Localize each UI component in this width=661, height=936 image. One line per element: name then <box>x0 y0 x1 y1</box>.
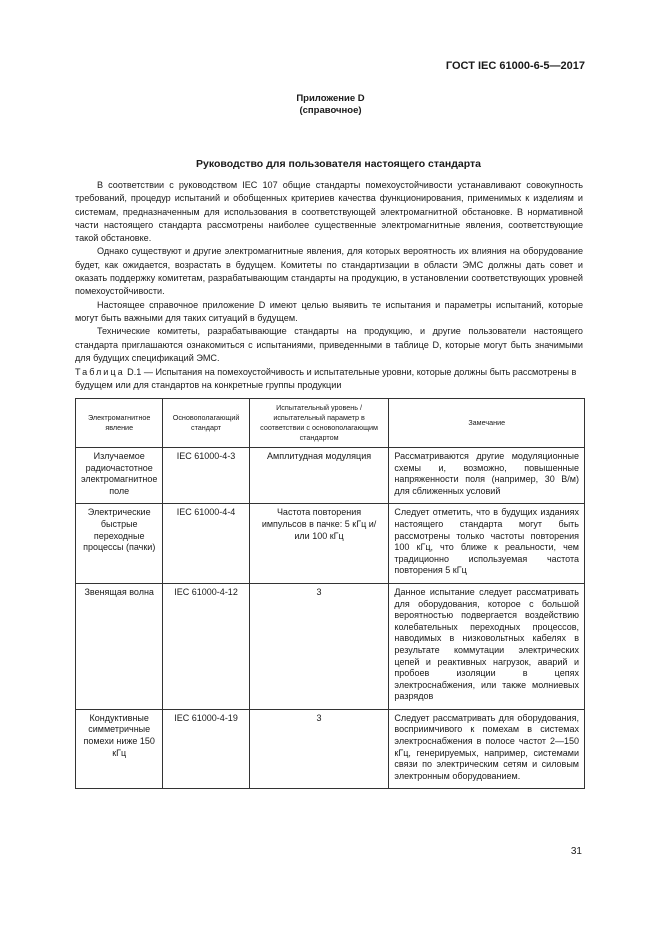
phenomenon-cell: Звенящая волна <box>76 583 163 709</box>
appendix-title: Приложение D <box>296 93 365 104</box>
tests-table <box>75 398 585 789</box>
level-cell: Амплитудная модуляция <box>249 448 389 504</box>
page-number: 31 <box>570 846 582 857</box>
table-row <box>76 448 585 504</box>
column-header: Испытательный уровень / испытательный параметр в соответствии с основополагающим стандартом <box>249 399 389 448</box>
standard-cell: IEC 61000-4-3 <box>163 448 249 504</box>
body-text <box>75 179 583 365</box>
table-row <box>76 583 585 709</box>
table-row <box>76 709 585 789</box>
section-title: Руководство для пользователя настоящего стандарта <box>196 158 481 170</box>
standard-cell: IEC 61000-4-4 <box>163 504 249 584</box>
phenomenon-cell: Излучаемое радиочастотное электромагнитное поле <box>76 448 163 504</box>
level-cell: Частота повторения импульсов в пачке: 5 кГц и/или 100 кГц <box>249 504 389 584</box>
phenomenon-cell: Кондуктивные симметричные помехи ниже 150 кГц <box>76 709 163 789</box>
paragraph: Однако существуют и другие электромагнитные явления, для которых вероятность их влияния на оборудование будет, как ожидается, возрастать в будущем. Комитеты по стандартизации в области ЭМС должны дать совет и оказать поддержку комитетам, разрабатывающим стандарты на продукцию, в установлении соответствующих уровней помехоустойчивости. <box>75 246 583 297</box>
table-header-row <box>76 399 585 448</box>
phenomenon-cell: Электрические быстрые переходные процессы (пачки) <box>76 504 163 584</box>
level-cell: 3 <box>249 583 389 709</box>
appendix-note: (справочное) <box>299 105 362 116</box>
column-header: Замечание <box>389 399 585 448</box>
column-header: Электромагнитное явление <box>76 399 163 448</box>
standard-header: ГОСТ IEC 61000-6-5—2017 <box>445 60 585 72</box>
table-row <box>76 504 585 584</box>
standard-cell: IEC 61000-4-12 <box>163 583 249 709</box>
table-caption-label: Таблица <box>75 367 125 377</box>
column-header: Основополагающий стандарт <box>163 399 249 448</box>
remark-cell: Рассматриваются другие модуляционные схемы и, возможно, повышенные напряженности поля (например, 30 В/м) для сближенных условий <box>389 448 585 504</box>
appendix-heading <box>0 93 661 117</box>
standard-cell: IEC 61000-4-19 <box>163 709 249 789</box>
remark-cell: Следует рассматривать для оборудования, восприимчивого к помехам в системах электроснабжения в полосе частот 2—150 кГц, генерируемых, например, системами связи по электрическим сетям и силовым электронным оборудованием. <box>389 709 585 789</box>
table-caption <box>75 366 585 393</box>
remark-cell: Следует отметить, что в будущих изданиях настоящего стандарта могут быть рассмотрены только частоты повторения 100 кГц, что ближе к реальности, чем традиционно используемая частота повторения 5 кГц <box>389 504 585 584</box>
remark-cell: Данное испытание следует рассматривать для оборудования, которое с большой вероятностью подвергается воздействию колебательных переходных процессов, наводимых в низковольтных кабелях в результате коммутации электрических цепей и реактивных нагрузок, аварий и пробоев изоляции в цепях электроснабжения, или также молниевых разрядов <box>389 583 585 709</box>
paragraph: Настоящее справочное приложение D имеют целью выявить те испытания и параметры испытаний, которые могут быть важными для таких ситуаций в будущем. <box>75 299 583 323</box>
table-caption-text: D.1 — Испытания на помехоустойчивость и испытательные уровни, которые должны быть рассмотрены в будущем или для стандартов на конкретные группы продукции <box>75 367 577 391</box>
paragraph: В соответствии с руководством IEC 107 общие стандарты помехоустойчивости устанавливают совокупность требований, процедур испытаний и обобщенных критериев качества функционирования, применимых к изделиям и системам, предназначенным для использования в соответствующей электромагнитной обстановке. В нормативной части настоящего стандарта рассмотрены наиболее существенные электромагнитные явления, соответствующие такой обстановке. <box>75 180 583 244</box>
paragraph: Технические комитеты, разрабатывающие стандарты на продукцию, и другие пользователи настоящего стандарта приглашаются ознакомиться с испытаниями, приведенными в таблице D, которые могут быть значимыми для будущих спецификаций ЭМС. <box>75 326 583 363</box>
level-cell: 3 <box>249 709 389 789</box>
